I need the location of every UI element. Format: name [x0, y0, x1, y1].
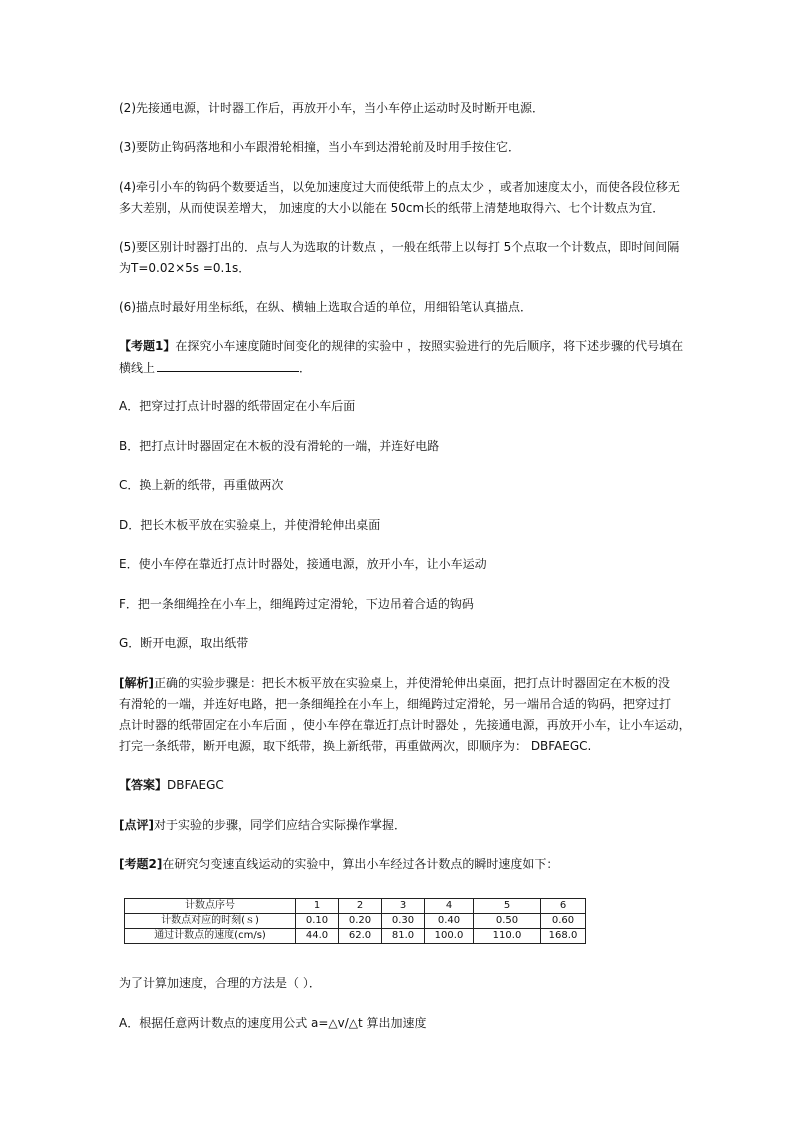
question-2-stem-text: 在研究匀变速直线运动的实验中，算出小车经过各计数点的瞬时速度如下：	[162, 857, 559, 871]
comment-tag: [点评]	[119, 818, 154, 832]
table-cell: 1	[296, 899, 339, 914]
question-1-stem-text-2: 横线上	[119, 361, 156, 375]
table-row	[125, 914, 586, 929]
analysis-line-3: 点计时器的纸带固定在小车后面 ，使小车停在靠近打点计时器处 ，先接通电源，再放开小车，让小车运动，	[119, 718, 691, 732]
table-cell: 4	[425, 899, 474, 914]
analysis-line-4: 打完一条纸带，断开电源，取下纸带，换上新纸带，再重做两次，即顺序为： DBFAEGC.	[119, 739, 592, 753]
table-cell: 81.0	[382, 929, 425, 944]
table-cell: 110.0	[474, 929, 541, 944]
paragraph-6: (6)描点时最好用坐标纸，在纵、横轴上选取合适的单位，用细铅笔认真描点．	[119, 300, 533, 314]
paragraph-5-line-2: 为T=0.02×5s =0.1s．	[119, 261, 251, 275]
table-row	[125, 899, 586, 914]
paragraph-5-line-1: (5)要区别计时器打出的．点与人为选取的计数点 ，一般在纸带上以每打 5个点取一个计数点，即时间间隔	[119, 240, 680, 254]
velocity-table	[124, 898, 586, 944]
table-cell: 5	[474, 899, 541, 914]
table-cell: 0.30	[382, 914, 425, 929]
option-c: C．换上新的纸带，再重做两次	[119, 478, 284, 492]
question-2-prompt: 为了计算加速度，合理的方法是（ ）．	[119, 976, 321, 990]
question-1-stem-line-1	[119, 338, 683, 354]
paragraph-2: (2)先接通电源，计时器工作后，再放开小车，当小车停止运动时及时断开电源．	[119, 101, 545, 115]
question-2-tag: [考题2]	[119, 857, 163, 871]
analysis-line-2: 有滑轮的一端，并连好电路，把一条细绳拴在小车上，细绳跨过定滑轮，另一端吊合适的钩码，把穿过打	[119, 697, 672, 711]
comment-text: 对于实验的步骤，同学们应结合实际操作掌握．	[153, 818, 406, 832]
table-cell: 2	[339, 899, 382, 914]
table-row	[125, 929, 586, 944]
paragraph-3: (3)要防止钩码落地和小车跟滑轮相撞，当小车到达滑轮前及时用手按住它．	[119, 140, 521, 154]
table-cell: 0.10	[296, 914, 339, 929]
answer-text: DBFAEGC	[167, 778, 224, 792]
table-cell: 0.40	[425, 914, 474, 929]
table-cell: 44.0	[296, 929, 339, 944]
option-a: A．把穿过打点计时器的纸带固定在小车后面	[119, 399, 356, 413]
table-cell: 0.60	[541, 914, 586, 929]
table-cell: 168.0	[541, 929, 586, 944]
table-header-cell: 通过计数点的速度(cm/s)	[125, 929, 296, 944]
table-header-cell: 计数点序号	[125, 899, 296, 914]
table-cell: 0.50	[474, 914, 541, 929]
option-b: B．把打点计时器固定在木板的没有滑轮的一端，并连好电路	[119, 439, 440, 453]
question-1-tag: 【考题1】	[119, 339, 176, 353]
table-cell: 6	[541, 899, 586, 914]
question-2-stem	[119, 856, 558, 872]
table-cell: 100.0	[425, 929, 474, 944]
answer-tag: 【答案】	[119, 778, 168, 792]
paragraph-4-line-2: 多大差别，从而使误差增大， 加速度的大小以能在 50cm长的纸带上清楚地取得六、七个计数点为宜．	[119, 201, 665, 215]
question-2-option-a: A．根据任意两计数点的速度用公式 a=△v/△t 算出加速度	[119, 1016, 427, 1030]
paragraph-4-line-1: (4)牵引小车的钩码个数要适当，以免加速度过大而使纸带上的点太少 ，或者加速度太小，而使各段位移无	[119, 180, 680, 194]
option-d: D．把长木板平放在实验桌上，并使滑轮伸出桌面	[119, 518, 381, 532]
table-header-cell: 计数点对应的时刻(ｓ)	[125, 914, 296, 929]
comment-line	[119, 817, 406, 833]
question-1-stem-end: ．	[299, 361, 312, 375]
table-cell: 62.0	[339, 929, 382, 944]
question-1-stem-line-2	[119, 359, 311, 376]
question-1-stem-text: 在探究小车速度随时间变化的规律的实验中 ，按照实验进行的先后顺序，将下述步骤的代号填在	[175, 339, 684, 353]
answer-blank[interactable]	[157, 359, 299, 372]
answer-line	[119, 777, 224, 793]
option-e: E．使小车停在靠近打点计时器处，接通电源，放开小车，让小车运动	[119, 557, 487, 571]
option-g: G．断开电源，取出纸带	[119, 636, 249, 650]
analysis-text-1: 正确的实验步骤是：把长木板平放在实验桌上，并使滑轮伸出桌面，把打点计时器固定在木板的没	[153, 676, 670, 690]
table-cell: 0.20	[339, 914, 382, 929]
table-cell: 3	[382, 899, 425, 914]
option-f: F．把一条细绳拴在小车上，细绳跨过定滑轮，下边吊着合适的钩码	[119, 597, 474, 611]
analysis-line-1	[119, 675, 670, 691]
analysis-tag: [解析]	[119, 676, 154, 690]
